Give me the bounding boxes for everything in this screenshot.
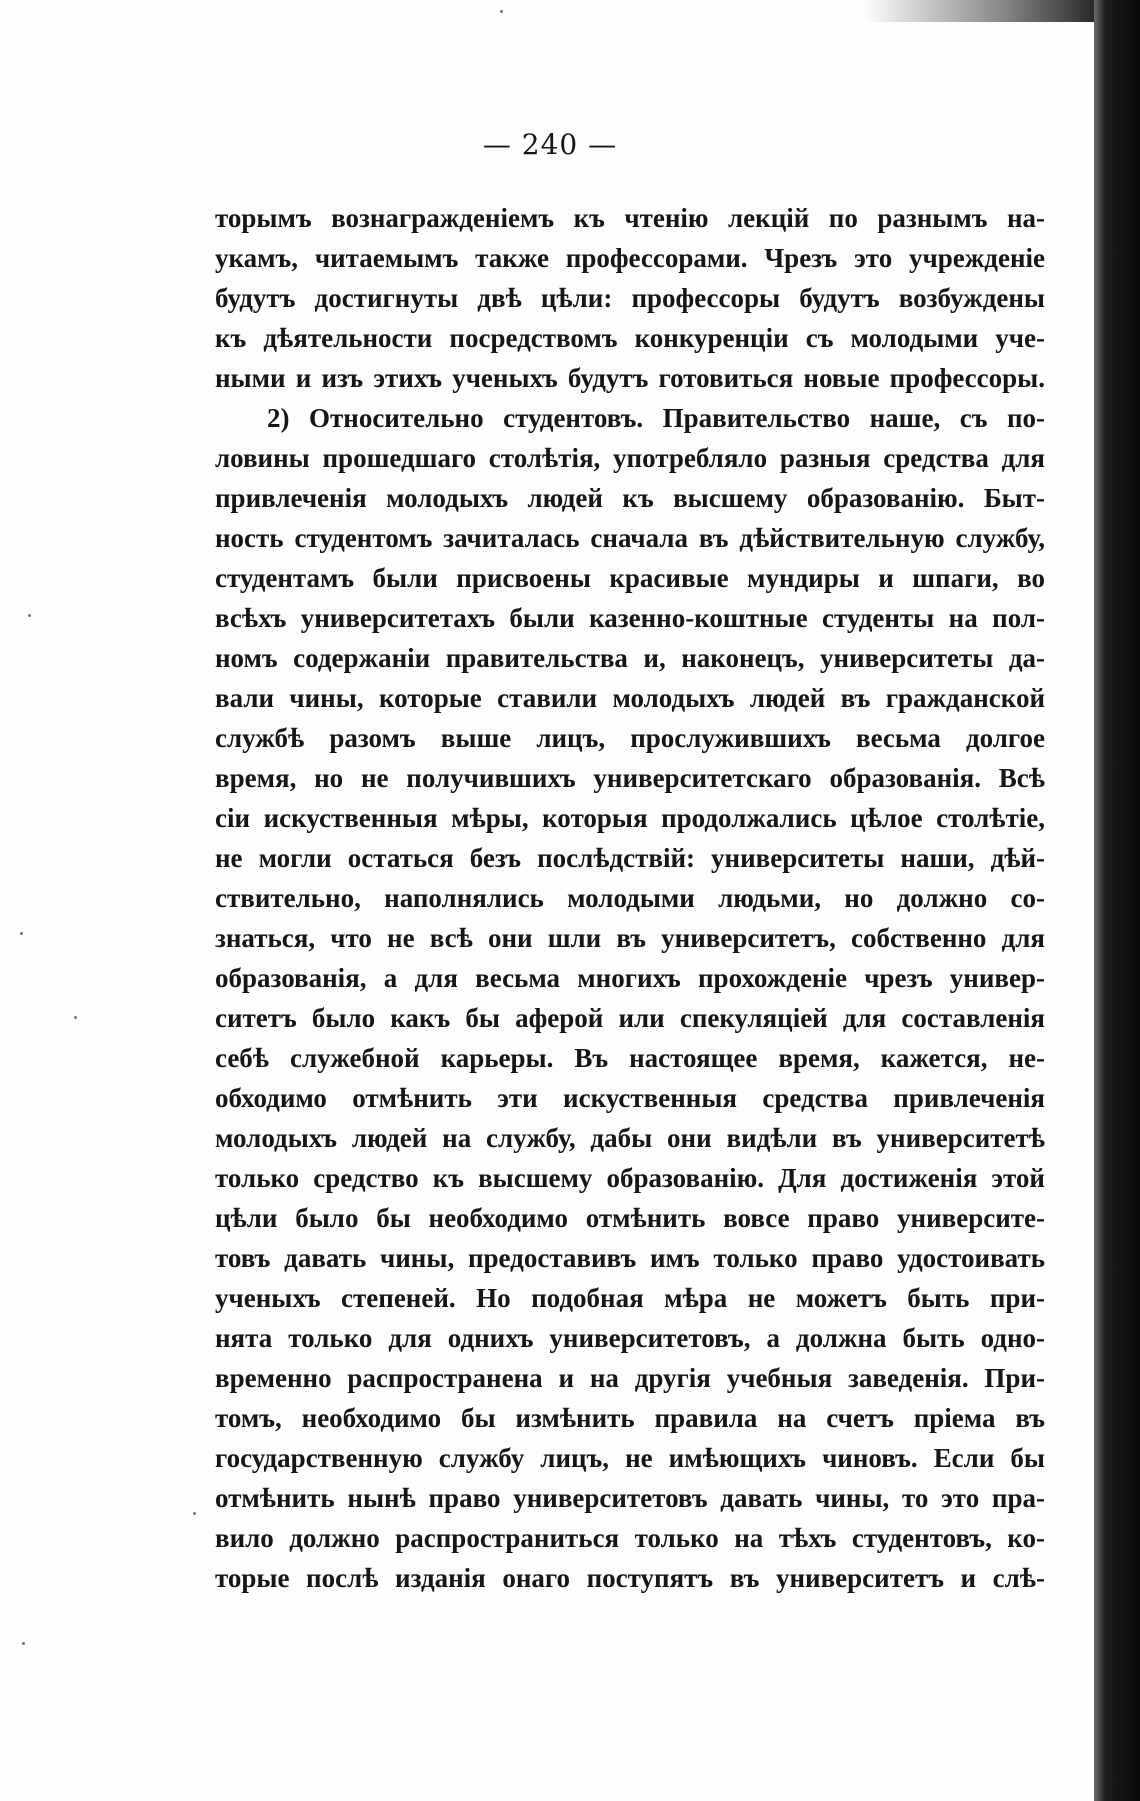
text-line: привлеченія молодыхъ людей къ высшему образованію. Быт- — [215, 483, 1045, 513]
text-line: ствительно, наполнялись молодыми людьми, но должно со- — [215, 883, 1045, 913]
text-line: себѣ служебной карьеры. Въ настоящее время, кажется, не- — [215, 1043, 1045, 1073]
body-text — [215, 198, 1045, 1598]
text-line: томъ, необходимо бы измѣнить правила на счетъ пріема въ — [215, 1403, 1045, 1433]
text-line: только средство къ высшему образованію. Для достиженія этой — [215, 1163, 1045, 1193]
text-line: ными и изъ этихъ ученыхъ будутъ готовиться новые профессоры. — [215, 363, 1045, 393]
text-line: не могли остаться безъ послѣдствій: университеты наши, дѣй- — [215, 843, 1045, 873]
text-line: всѣхъ университетахъ были казенно-коштные студенты на пол- — [215, 603, 1045, 633]
text-line: отмѣнить нынѣ право университетовъ давать чины, то это пра- — [215, 1483, 1045, 1513]
text-line: укамъ, читаемымъ также профессорами. Чрезъ это учрежденіе — [215, 243, 1045, 273]
text-line: ловины прошедшаго столѣтія, употребляло разныя средства для — [215, 443, 1045, 473]
margin-speck — [20, 932, 23, 935]
text-line: обходимо отмѣнить эти искуственныя средства привлеченія — [215, 1083, 1045, 1113]
text-line: ность студентомъ зачиталась сначала въ дѣйствительную службу, — [215, 523, 1045, 553]
text-line: временно распространена и на другія учебныя заведенія. При- — [215, 1363, 1045, 1393]
text-line: нята только для однихъ университетовъ, а должна быть одно- — [215, 1323, 1045, 1353]
page-number: — 240 — — [482, 128, 618, 161]
text-line: торымъ вознагражденіемъ къ чтенію лекцій по разнымъ на- — [215, 203, 1045, 233]
margin-speck — [193, 1512, 196, 1515]
margin-speck — [22, 1642, 25, 1645]
text-line: знаться, что не всѣ они шли въ университетъ, собственно для — [215, 923, 1045, 953]
text-line: государственную службу лицъ, не имѣющихъ чиновъ. Если бы — [215, 1443, 1045, 1473]
text-line: время, но не получившихъ университетскаго образованія. Всѣ — [215, 763, 1045, 793]
text-line: ученыхъ степеней. Но подобная мѣра не можетъ быть при- — [215, 1283, 1045, 1313]
text-line: вило должно распространиться только на тѣхъ студентовъ, ко- — [215, 1523, 1045, 1553]
text-line: товъ давать чины, предоставивъ имъ только право удостоивать — [215, 1243, 1045, 1273]
text-line: торые послѣ изданія онаго поступятъ въ университетъ и слѣ- — [215, 1563, 1045, 1593]
text-line: сіи искуственныя мѣры, которыя продолжались цѣлое столѣтіе, — [215, 803, 1045, 833]
text-line: образованія, а для весьма многихъ прохожденіе чрезъ универ- — [215, 963, 1045, 993]
text-line: будутъ достигнуты двѣ цѣли: профессоры будутъ возбуждены — [215, 283, 1045, 313]
margin-speck — [500, 10, 503, 13]
margin-speck — [74, 1016, 77, 1019]
text-line: вали чины, которые ставили молодыхъ людей въ гражданской — [215, 683, 1045, 713]
text-line: цѣли было бы необходимо отмѣнить вовсе право университе- — [215, 1203, 1045, 1233]
text-line: студентамъ были присвоены красивые мундиры и шпаги, во — [215, 563, 1045, 593]
text-line: номъ содержаніи правительства и, наконецъ, университеты да- — [215, 643, 1045, 673]
text-line: службѣ разомъ выше лицъ, прослужившихъ весьма долгое — [215, 723, 1045, 753]
text-line: къ дѣятельности посредствомъ конкуренціи съ молодыми уче- — [215, 323, 1045, 353]
text-line: молодыхъ людей на службу, дабы они видѣли въ университетѣ — [215, 1123, 1045, 1153]
page-top-shadow — [864, 0, 1094, 22]
binding-edge — [1094, 0, 1140, 1801]
text-line: ситетъ было какъ бы аферой или спекуляціей для составленія — [215, 1003, 1045, 1033]
margin-speck — [28, 614, 31, 617]
paragraph-start-line: 2) Относительно студентовъ. Правительство наше, съ по- — [267, 403, 1045, 433]
